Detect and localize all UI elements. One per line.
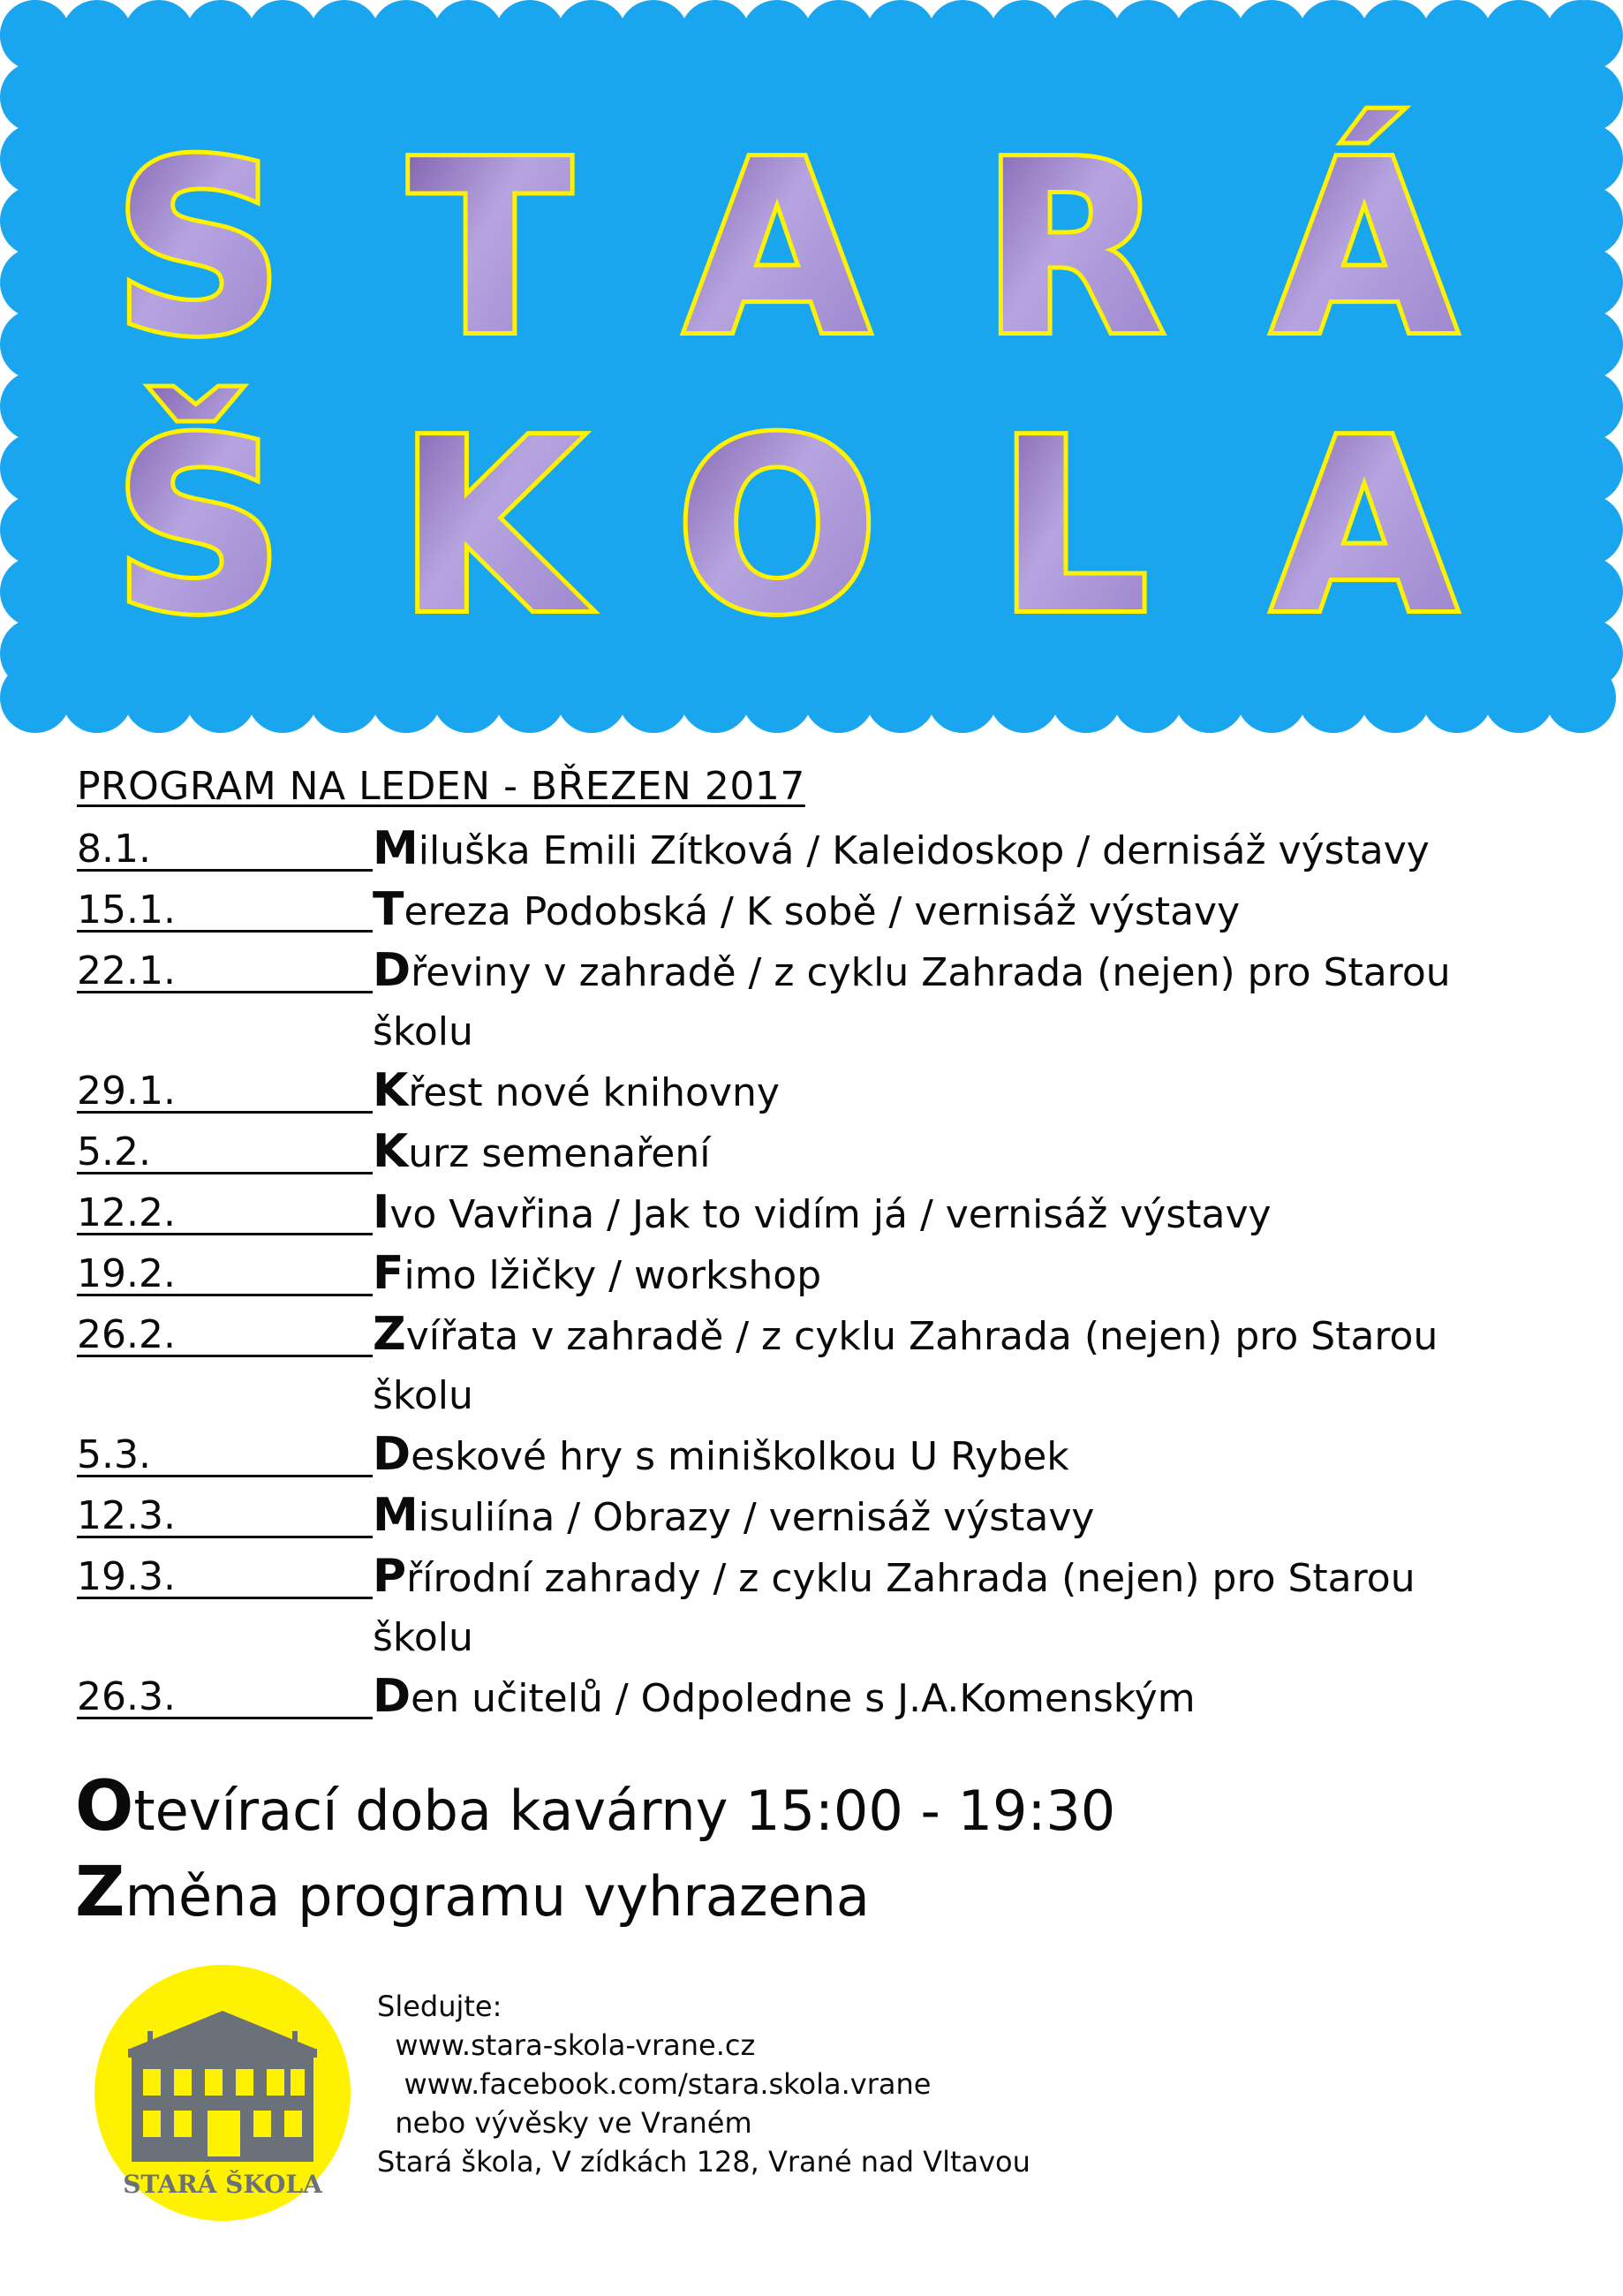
event-initial: F [373,1247,404,1300]
event-text: řest nové knihovny [408,1070,780,1115]
address-text: Stará škola, V zídkách 128, Vrané nad Vltavou [377,2145,1030,2179]
event-text: vířata v zahradě / z cyklu Zahrada (nejen) pro Starou školu [373,1314,1438,1418]
event-date: 26.2. [77,1305,373,1364]
event-initial: K [373,1064,409,1117]
program-change-note: Změna programu vyhrazena [75,1853,870,1932]
event-date: 5.3. [77,1425,373,1484]
event-date: 15.1. [77,880,373,940]
event-date: 29.1. [77,1061,373,1121]
event-date: 12.3. [77,1486,373,1545]
event-date: 22.1. [77,941,373,1001]
program-row [77,1425,1578,1486]
program-row [77,1122,1578,1183]
event-date: 19.3. [77,1547,373,1606]
event-description [373,1244,1578,1305]
program-row [77,1486,1578,1547]
event-initial: K [373,1125,409,1178]
event-date: 5.2. [77,1122,373,1182]
program-row [77,941,1578,1061]
event-description [373,1486,1578,1547]
program-row [77,1667,1578,1728]
program-row [77,1061,1578,1122]
title-line2-letter: Š [112,388,285,666]
event-initial: P [373,1550,407,1603]
title-line1-letter: S [112,110,285,388]
event-initial: D [373,944,411,997]
event-description [373,1061,1578,1122]
facebook-link[interactable]: www.facebook.com/stara.skola.vrane [377,2067,932,2101]
follow-label: Sledujte: [377,1990,502,2023]
program-row [77,880,1578,941]
event-text: řeviny v zahradě / z cyklu Zahrada (nejen) pro Starou školu [373,950,1451,1054]
event-description [373,1183,1578,1244]
program-title: PROGRAM NA LEDEN - BŘEZEN 2017 [77,764,805,809]
program-row [77,1305,1578,1425]
event-date: 19.2. [77,1244,373,1303]
event-description [373,1122,1578,1183]
title-line2-letter: L [996,388,1150,666]
title-line1-letter: Á [1272,110,1457,388]
event-initial: M [373,1489,419,1542]
event-description [373,819,1578,880]
event-date: 26.3. [77,1667,373,1726]
website-link[interactable]: www.stara-skola-vrane.cz [377,2028,756,2062]
header-banner [0,0,1623,733]
event-initial: Z [373,1308,406,1361]
program-section [77,759,1578,1728]
title-line2-letter: A [1272,388,1457,666]
title-line1-letter: R [981,110,1165,388]
event-text: vo Vavřina / Jak to vidím já / vernisáž výstavy [389,1192,1272,1237]
event-initial: D [373,1428,411,1481]
program-list [77,819,1578,1728]
noticeboards-text: nebo vývěsky ve Vraném [377,2106,752,2140]
program-row [77,1183,1578,1244]
program-row [77,819,1578,880]
event-initial: T [373,883,404,936]
event-text: imo lžičky / workshop [404,1253,822,1298]
event-text: isuliína / Obrazy / vernisáž výstavy [418,1495,1095,1540]
event-text: ereza Podobská / K sobě / vernisáž výstavy [404,889,1241,934]
school-building-icon [94,1965,351,2221]
event-text: eskové hry s miniškolkou U Rybek [411,1434,1069,1479]
event-description [373,1425,1578,1486]
stara-skola-logo [94,1965,351,2221]
event-description [373,1667,1578,1728]
event-date: 12.2. [77,1183,373,1242]
logo-text: STARÁ ŠKOLA [123,2170,322,2199]
event-description [373,1305,1578,1425]
event-initial: D [373,1670,411,1723]
title-line2-letter: O [676,388,879,666]
event-date: 8.1. [77,819,373,879]
title-line2-letter: K [397,388,583,666]
event-text: urz semenaření [408,1131,711,1176]
event-text: en učitelů / Odpoledne s J.A.Komenským [411,1676,1196,1721]
event-initial: M [373,822,419,875]
event-text: iluška Emili Zítková / Kaleidoskop / dernisáž výstavy [418,828,1430,873]
event-description [373,941,1578,1061]
event-description [373,1547,1578,1667]
opening-hours: Otevírací doba kavárny 15:00 - 19:30 [75,1767,1116,1847]
follow-info [377,1987,1030,2181]
event-text: řírodní zahrady / z cyklu Zahrada (nejen) pro Starou školu [373,1556,1415,1660]
notes-section [75,1766,1115,1937]
title-line1-letter: A [684,110,870,388]
title-line1-letter: T [408,110,572,388]
scalloped-banner-shape [0,0,1623,733]
event-initial: I [373,1186,390,1239]
program-row [77,1244,1578,1305]
event-description [373,880,1578,941]
program-row [77,1547,1578,1667]
